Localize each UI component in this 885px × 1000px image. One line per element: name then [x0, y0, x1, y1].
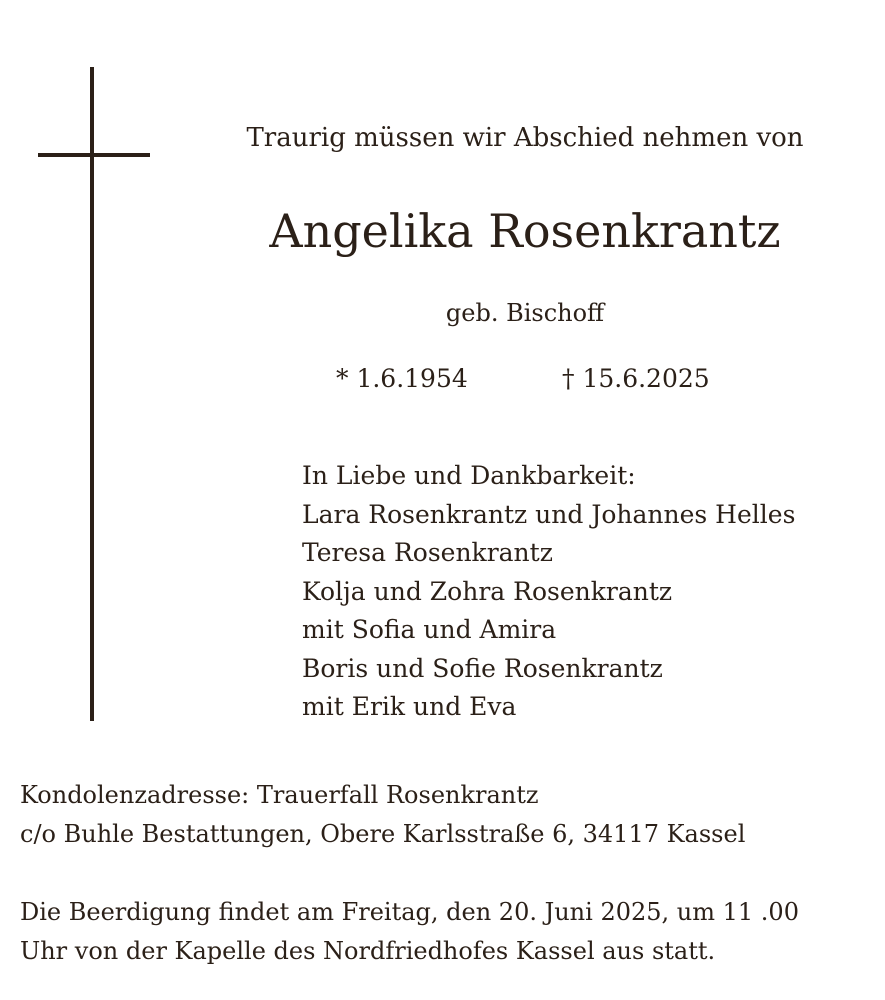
funeral-info-line: Die Beerdigung findet am Freitag, den 20. Juni 2025, um 11 .00	[20, 898, 799, 926]
cross-vertical-bar	[90, 67, 94, 721]
mourner-line: Kolja und Zohra Rosenkrantz	[302, 576, 673, 606]
maiden-name: geb. Bischoff	[445, 299, 605, 327]
mourner-line: Teresa Rosenkrantz	[302, 538, 553, 567]
mourner-line: mit Erik und Eva	[302, 692, 517, 721]
intro-text: Traurig müssen wir Abschied nehmen von	[246, 123, 804, 153]
mourners-heading: In Liebe und Dankbarkeit:	[302, 461, 636, 490]
condolence-address-line: c/o Buhle Bestattungen, Obere Karlsstraße 6, 34117 Kassel	[20, 820, 746, 848]
mourner-line: mit Sofia und Amira	[302, 615, 557, 644]
birth-date: * 1.6.1954	[336, 364, 468, 393]
condolence-address-line: Kondolenzadresse: Trauerfall Rosenkrantz	[20, 781, 539, 809]
cross-horizontal-bar	[38, 153, 150, 157]
funeral-info	[20, 893, 799, 971]
mourner-line: Boris und Sofie Rosenkrantz	[302, 653, 663, 683]
mourner-line: Lara Rosenkrantz und Johannes Helles	[302, 499, 796, 529]
condolence-address	[20, 776, 745, 854]
mourners-list	[302, 457, 795, 727]
funeral-info-line: Uhr von der Kapelle des Nordfriedhofes Kassel aus statt.	[20, 937, 716, 965]
death-date: † 15.6.2025	[562, 364, 710, 393]
deceased-name: Angelika Rosenkrantz	[269, 204, 781, 258]
